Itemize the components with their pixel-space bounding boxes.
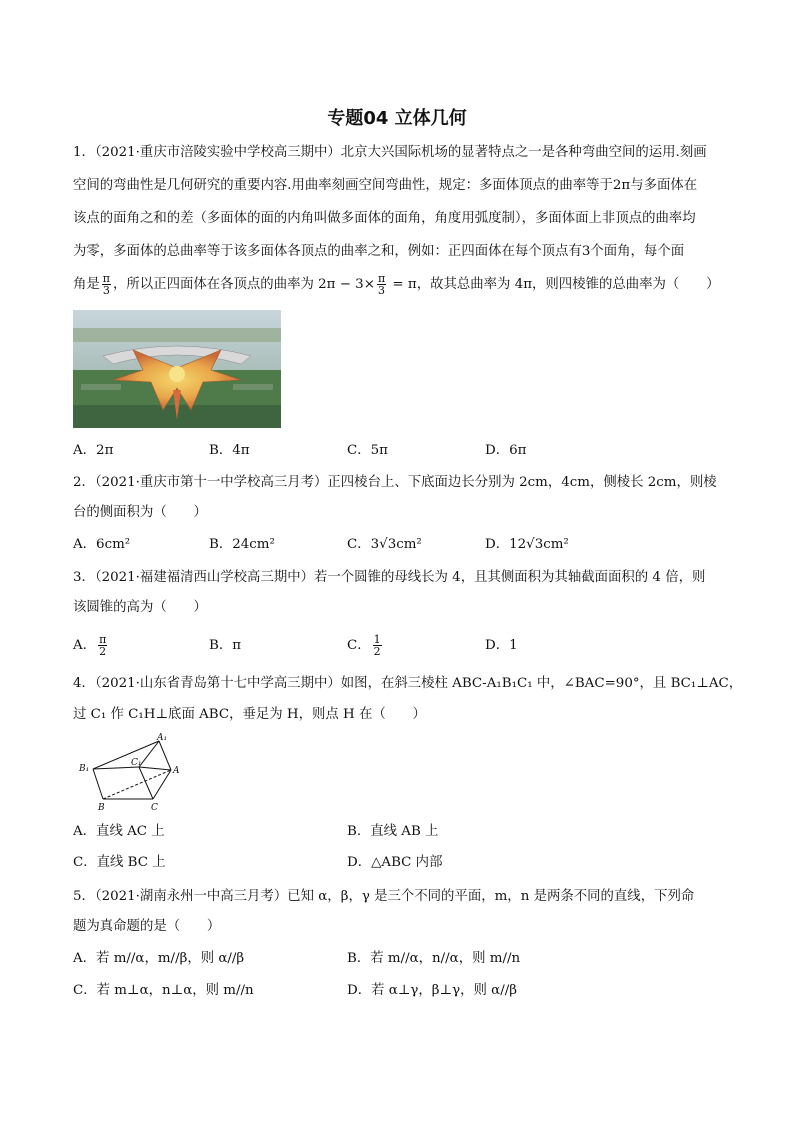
- fraction-one-half: [373, 634, 382, 657]
- q3-text-line-1: 3．（2021·福建福清西山学校高三期中）若一个圆锥的母线长为 4，且其侧面积为其轴截面面积的 4 倍，则: [73, 570, 706, 585]
- fraction-denominator: 3: [378, 284, 386, 297]
- fraction-pi-over-3: [102, 273, 111, 296]
- q4-text-line-1: 4．（2021·山东省青岛第十七中学高三期中）如图，在斜三棱柱 ABC-A₁B₁C₁ 中，∠BAC=90°，且 BC₁⊥AC，: [73, 676, 743, 691]
- q1-line5-part-c: = π，故其总曲率为 4π，则四棱锥的总曲率为（ ）: [388, 277, 720, 292]
- label-b1: B₁: [79, 764, 90, 774]
- q2-option-c[interactable]: C．3√3cm²: [347, 537, 422, 552]
- q4-option-b[interactable]: B．直线 AB 上: [347, 824, 439, 839]
- q5-option-b[interactable]: B．若 m//α，n//α，则 m//n: [347, 951, 521, 966]
- q5-option-a[interactable]: A．若 m//α，m//β，则 α//β: [73, 951, 245, 966]
- q2-option-d[interactable]: D．12√3cm²: [485, 537, 569, 552]
- q2-option-b[interactable]: B．24cm²: [209, 537, 275, 552]
- oblique-prism-diagram: [73, 733, 193, 813]
- q1-text-line-3: 该点的面角之和的差（多面体的面的内角叫做多面体的面角，角度用弧度制），多面体面上非顶点的曲率均: [73, 211, 696, 226]
- page-title: 专题04 立体几何: [327, 108, 467, 129]
- fraction-numerator: π: [99, 633, 107, 646]
- label-a: A: [173, 766, 180, 776]
- q1-text-line-4: 为零，多面体的总曲率等于该多面体各顶点的曲率之和，例如：正四面体在每个顶点有3个面角，每个面: [73, 244, 685, 259]
- q1-option-b[interactable]: B．4π: [209, 443, 250, 458]
- fraction-denominator: 2: [373, 645, 381, 658]
- q2-text-line-2: 台的侧面积为（ ）: [73, 505, 207, 520]
- fraction-numerator: π: [377, 272, 386, 285]
- q4-option-d[interactable]: D．△ABC 内部: [347, 855, 443, 870]
- q1-option-a[interactable]: A．2π: [73, 443, 114, 458]
- label-c: C: [151, 803, 158, 813]
- q5-option-c[interactable]: C．若 m⊥α，n⊥α，则 m//n: [73, 983, 254, 998]
- edge-b-a-hidden: [103, 770, 171, 799]
- label-a1: A₁: [157, 733, 168, 743]
- q5-text-line-1: 5．（2021·湖南永州一中高三月考）已知 α，β，γ 是三个不同的平面，m，n 是两条不同的直线，下列命: [73, 889, 695, 904]
- q1-line5-part-b: ，所以正四面体在各顶点的曲率为 2π − 3×: [113, 277, 375, 292]
- edge-b1-a1: [93, 741, 159, 769]
- fraction-pi-over-3: [377, 273, 386, 296]
- q4-option-a[interactable]: A．直线 AC 上: [73, 824, 165, 839]
- q3-text-line-2: 该圆锥的高为（ ）: [73, 600, 207, 615]
- q2-text-line-1: 2．（2021·重庆市第十一中学校高三月考）正四棱台上、下底面边长分别为 2cm，4cm，侧棱长 2cm，则棱: [73, 475, 717, 490]
- q3-option-c-label: C．: [347, 638, 371, 653]
- q3-option-c[interactable]: [347, 634, 384, 657]
- q5-text-line-2: 题为真命题的是（ ）: [73, 919, 221, 934]
- q1-text-line-2: 空间的弯曲性是几何研究的重要内容.用曲率刻画空间弯曲性，规定：多面体顶点的曲率等于2π与多面体在: [73, 178, 698, 193]
- q3-option-a-label: A．: [73, 638, 97, 653]
- fraction-pi-over-2: [98, 634, 107, 657]
- fraction-denominator: 3: [102, 284, 110, 297]
- q3-option-a[interactable]: [73, 634, 109, 657]
- q2-option-a[interactable]: A．6cm²: [73, 537, 131, 552]
- q1-line5-part-a: 角是: [73, 277, 100, 292]
- q1-option-d[interactable]: D．6π: [485, 443, 527, 458]
- q3-option-d[interactable]: D．1: [485, 638, 518, 653]
- fraction-numerator: 1: [373, 633, 381, 646]
- q1-text-line-1: 1．（2021·重庆市涪陵实验中学校高三期中）北京大兴国际机场的显著特点之一是各种弯曲空间的运用.刻画: [73, 145, 707, 160]
- q4-option-c[interactable]: C．直线 BC 上: [73, 855, 166, 870]
- edge-a1-a: [159, 741, 171, 770]
- fraction-numerator: π: [102, 272, 111, 285]
- label-b: B: [98, 803, 105, 813]
- q1-option-c[interactable]: C．5π: [347, 443, 388, 458]
- airport-aerial-photo: [73, 310, 281, 428]
- q5-option-d[interactable]: D．若 α⊥γ，β⊥γ，则 α//β: [347, 983, 517, 998]
- fraction-denominator: 2: [99, 645, 107, 658]
- q4-text-line-2: 过 C₁ 作 C₁H⊥底面 ABC，垂足为 H，则点 H 在（ ）: [73, 707, 426, 722]
- q3-option-b[interactable]: B．π: [209, 638, 242, 653]
- q1-text-line-5: [73, 273, 719, 296]
- edge-c1-a: [139, 767, 171, 770]
- edge-b1-b: [93, 769, 103, 799]
- label-c1: C₁: [131, 758, 142, 768]
- edge-c-a: [153, 770, 171, 799]
